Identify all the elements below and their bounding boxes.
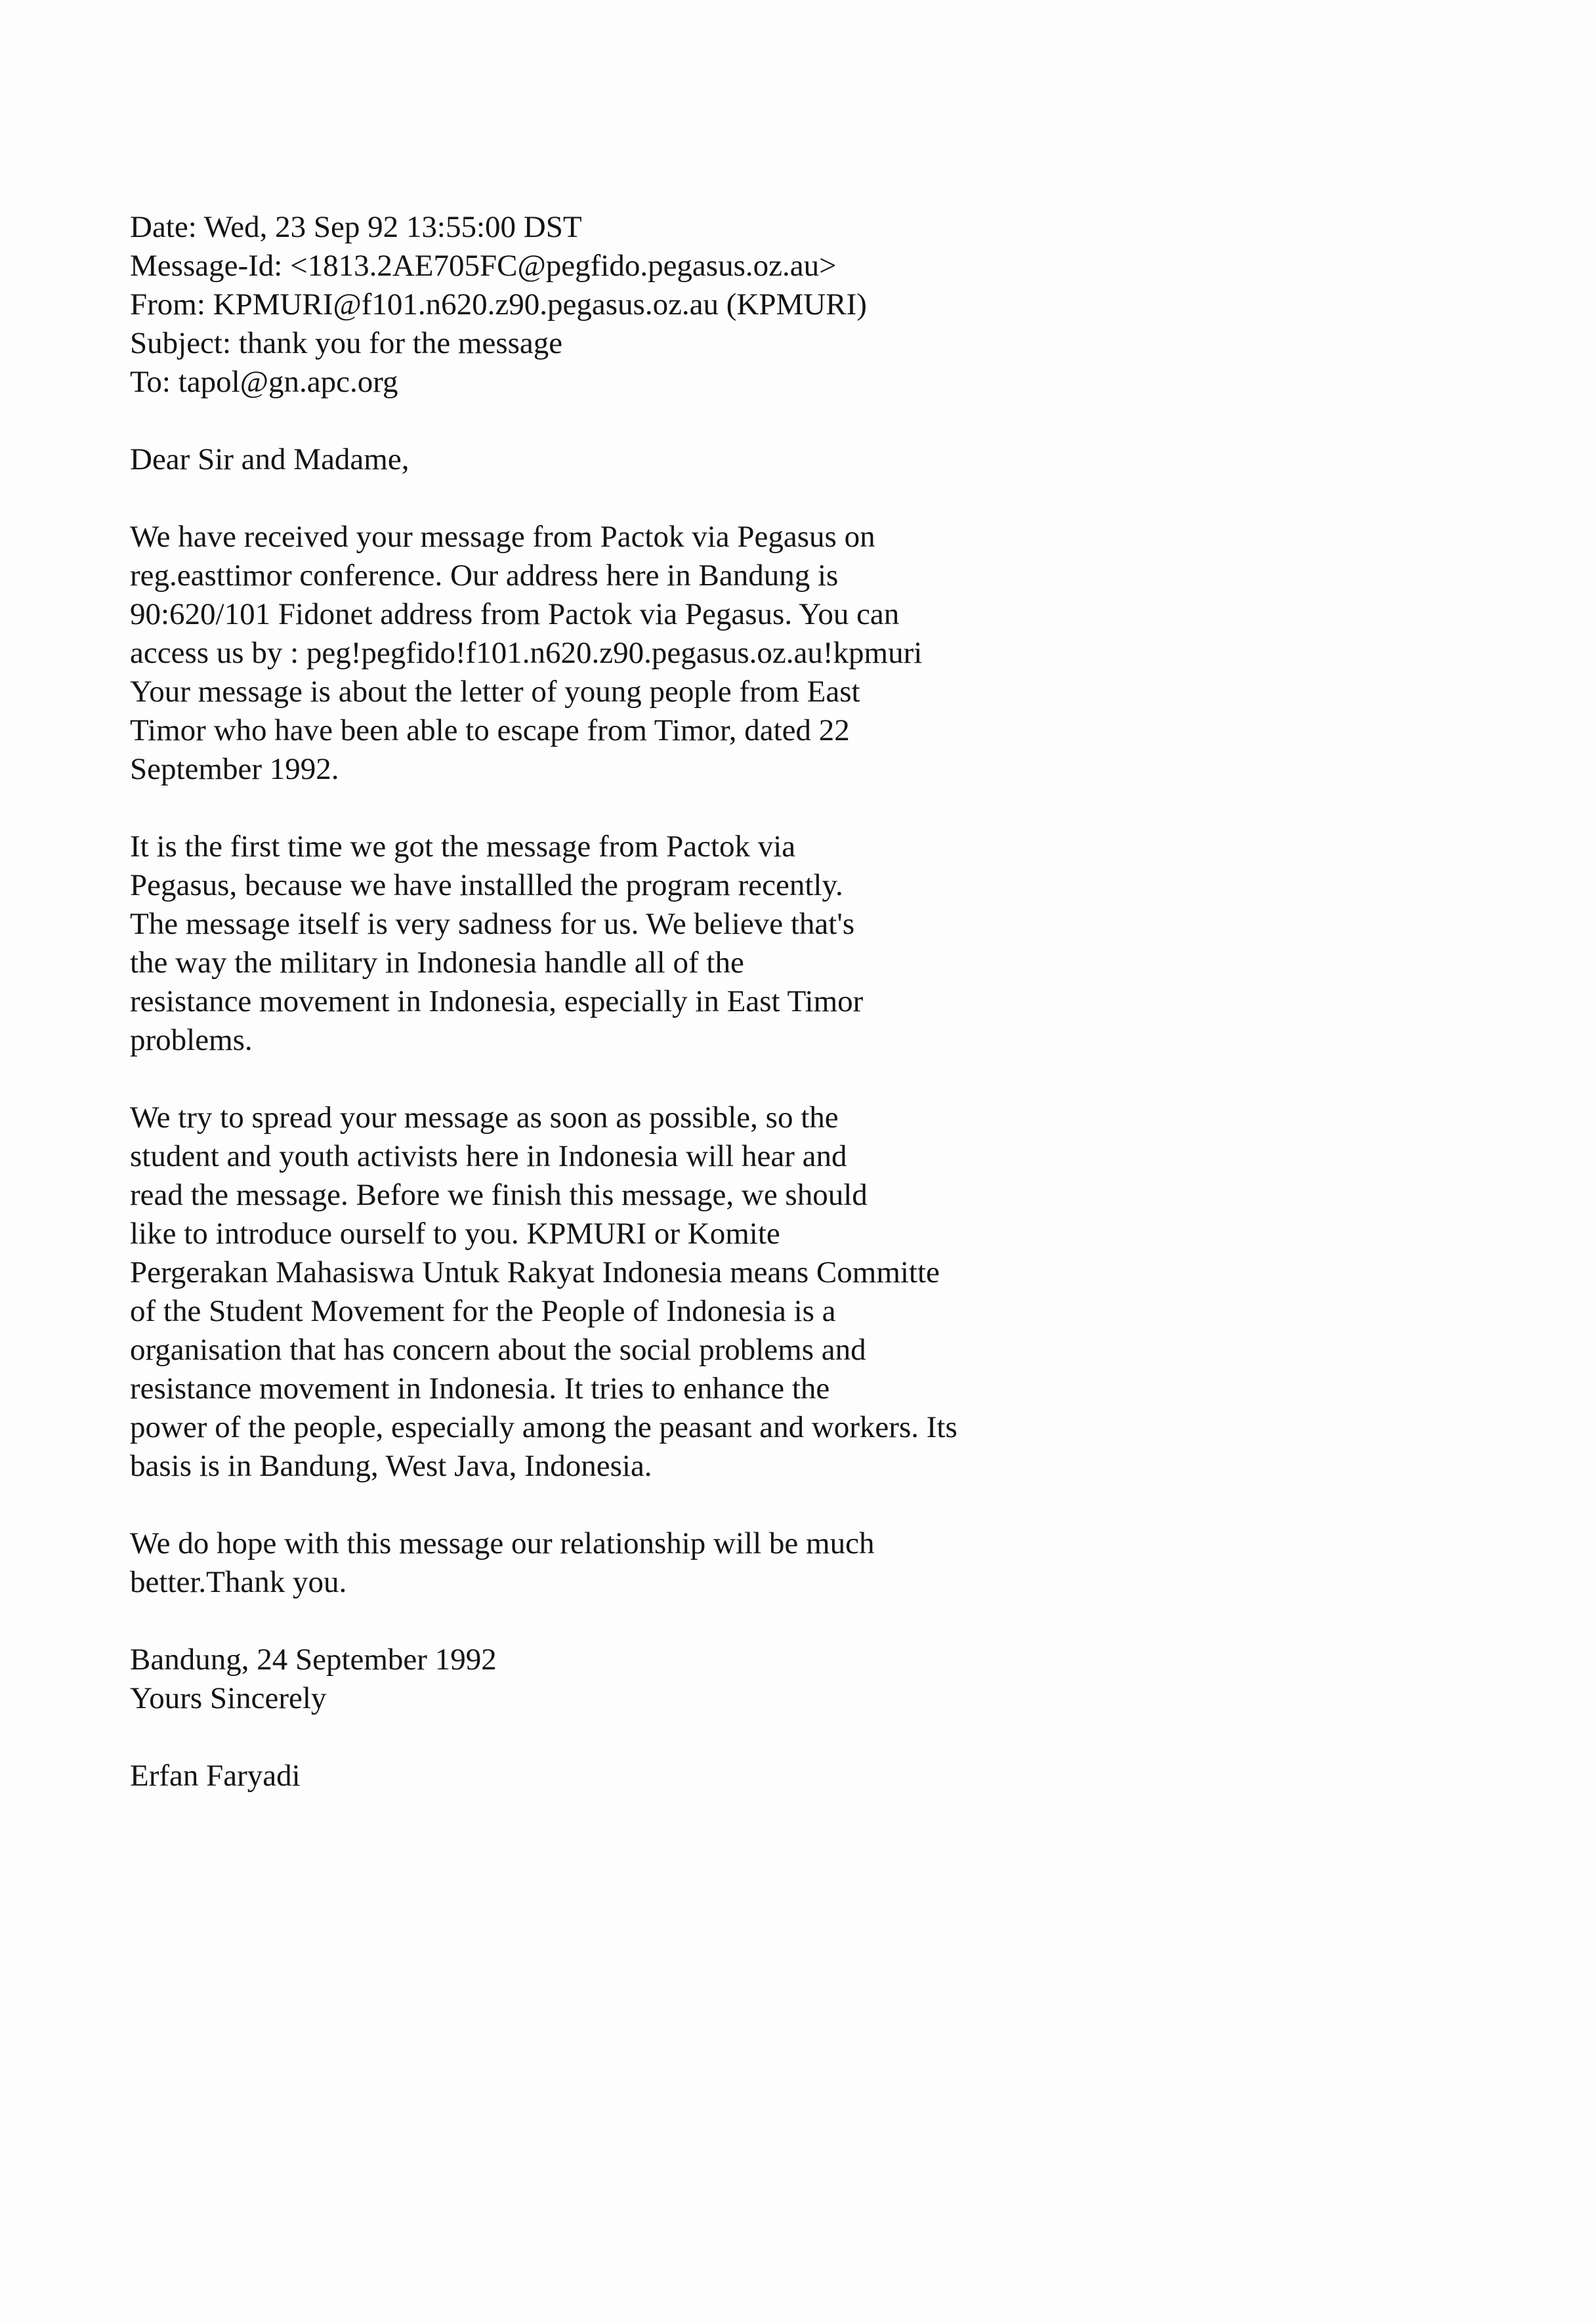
header-message-id: Message-Id: <1813.2AE705FC@pegfido.pegasus.oz.au> xyxy=(130,249,837,283)
paragraph-line: organisation that has concern about the social problems and xyxy=(130,1333,866,1367)
paragraph-line: September 1992. xyxy=(130,752,339,786)
paragraph-line: resistance movement in Indonesia. It tries to enhance the xyxy=(130,1371,830,1406)
paragraph-line: Timor who have been able to escape from Timor, dated 22 xyxy=(130,713,850,747)
paragraph-line: basis is in Bandung, West Java, Indonesia. xyxy=(130,1449,652,1483)
paragraph-line: student and youth activists here in Indonesia will hear and xyxy=(130,1139,847,1173)
paragraph-line: Pegasus, because we have installled the program recently. xyxy=(130,868,843,902)
signature-name: Erfan Faryadi xyxy=(130,1759,301,1793)
header-subject: Subject: thank you for the message xyxy=(130,326,563,360)
header-from: From: KPMURI@f101.n620.z90.pegasus.oz.au (KPMURI) xyxy=(130,287,867,322)
paragraph-line: access us by : peg!pegfido!f101.n620.z90.pegasus.oz.au!kpmuri xyxy=(130,636,923,670)
paragraph-line: read the message. Before we finish this message, we should xyxy=(130,1178,868,1212)
paragraph-line: better.Thank you. xyxy=(130,1565,347,1599)
closing-valediction: Yours Sincerely xyxy=(130,1681,327,1715)
closing-place-date: Bandung, 24 September 1992 xyxy=(130,1643,497,1677)
paragraph-line: It is the first time we got the message from Pactok via xyxy=(130,829,796,864)
email-letter xyxy=(130,208,1508,1834)
paragraph-line: Your message is about the letter of young people from East xyxy=(130,675,860,709)
paragraph-3 xyxy=(130,1099,1508,1486)
paragraph-line: the way the military in Indonesia handle all of the xyxy=(130,946,744,980)
signature-block xyxy=(130,1757,1508,1795)
paragraph-line: Pergerakan Mahasiswa Untuk Rakyat Indonesia means Committe xyxy=(130,1255,940,1289)
header-date: Date: Wed, 23 Sep 92 13:55:00 DST xyxy=(130,210,582,244)
paragraph-line: reg.easttimor conference. Our address here in Bandung is xyxy=(130,558,839,593)
salutation-line: Dear Sir and Madame, xyxy=(130,442,410,476)
paragraph-1 xyxy=(130,518,1508,789)
paragraph-line: We have received your message from Pactok via Pegasus on xyxy=(130,520,875,554)
header-to: To: tapol@gn.apc.org xyxy=(130,365,398,399)
paragraph-line: like to introduce ourself to you. KPMURI or Komite xyxy=(130,1217,780,1251)
paragraph-2 xyxy=(130,827,1508,1060)
paragraph-line: We try to spread your message as soon as possible, so the xyxy=(130,1100,839,1135)
paragraph-line: The message itself is very sadness for us. We believe that's xyxy=(130,907,855,941)
salutation xyxy=(130,440,1508,479)
paragraph-line: 90:620/101 Fidonet address from Pactok via Pegasus. You can xyxy=(130,597,900,631)
paragraph-line: We do hope with this message our relationship will be much xyxy=(130,1526,875,1560)
paragraph-line: resistance movement in Indonesia, especially in East Timor xyxy=(130,984,864,1018)
paragraph-line: of the Student Movement for the People of Indonesia is a xyxy=(130,1294,836,1328)
paragraph-line: problems. xyxy=(130,1023,253,1057)
paragraph-line: power of the people, especially among the peasant and workers. Its xyxy=(130,1410,957,1444)
closing xyxy=(130,1641,1508,1718)
paragraph-4 xyxy=(130,1524,1508,1602)
email-headers xyxy=(130,208,1508,402)
